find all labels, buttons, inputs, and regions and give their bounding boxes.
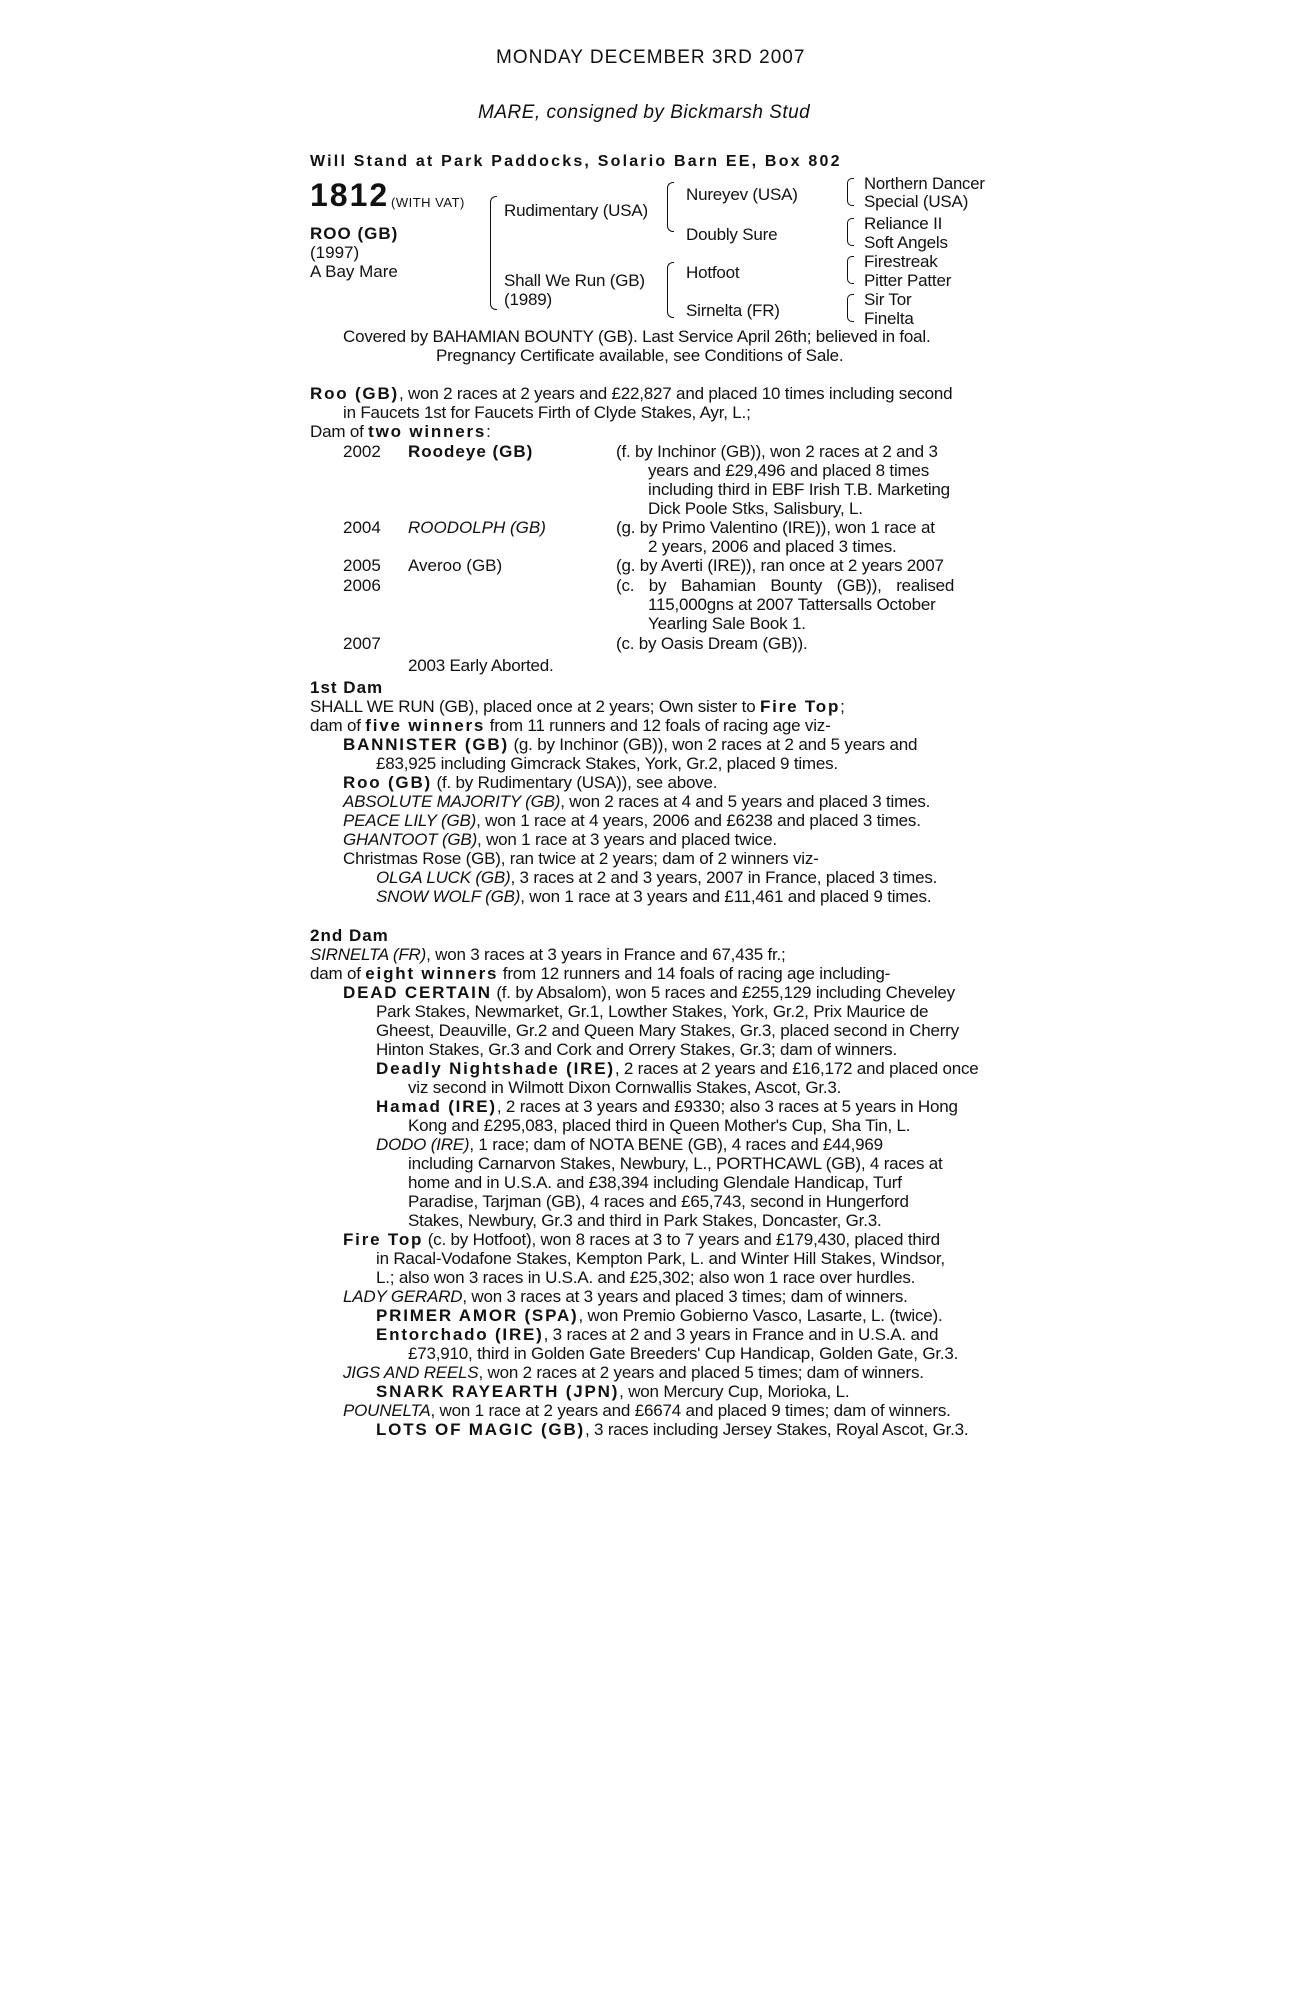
progeny-snark: [376, 1382, 849, 1401]
second-dam-heading: 2nd Dam: [310, 926, 389, 945]
first-dam-text: ;: [840, 697, 845, 716]
progeny-text: , won Mercury Cup, Morioka, L.: [619, 1382, 850, 1401]
first-dam-text: SHALL WE RUN (GB), placed once at 2 years; Own sister to: [310, 697, 760, 716]
produce-detail: years and £29,496 and placed 8 times: [648, 461, 930, 480]
progeny-hamad: [376, 1097, 958, 1116]
progeny-primer-amor: [376, 1306, 943, 1325]
progeny-text: , 2 races at 3 years and £9330; also 3 races at 5 years in Hong: [496, 1097, 958, 1116]
progeny-name: LOTS OF MAGIC (GB): [376, 1420, 585, 1439]
progeny-text: Park Stakes, Newmarket, Gr.1, Lowther Stakes, York, Gr.2, Prix Maurice de: [376, 1002, 929, 1021]
produce-detail: (f. by Inchinor (GB)), won 2 races at 2 and 3: [616, 442, 938, 461]
covered-line: Covered by BAHAMIAN BOUNTY (GB). Last Service April 26th; believed in foal.: [343, 327, 931, 346]
produce-name: ROODOLPH (GB): [408, 518, 546, 537]
progeny-name: DEAD CERTAIN: [343, 983, 492, 1002]
progeny-text: , won Premio Gobierno Vasco, Lasarte, L. (twice).: [578, 1306, 943, 1325]
progeny-text: , 3 races at 2 and 3 years in France and in U.S.A. and: [543, 1325, 939, 1344]
progeny-name: Hamad (IRE): [376, 1097, 497, 1116]
progeny-roo: [343, 773, 717, 792]
stand-location: Will Stand at Park Paddocks, Solario Barn EE, Box 802: [310, 153, 842, 170]
progeny-name: SNOW WOLF (GB): [376, 887, 521, 906]
progeny-text: (g. by Inchinor (GB)), won 2 races at 2 and 5 years and: [508, 735, 918, 754]
progeny-text: (f. by Absalom), won 5 races and £255,129 including Cheveley: [491, 983, 955, 1002]
progeny-snow: [376, 887, 931, 906]
pedigree-sire: Rudimentary (USA): [504, 201, 648, 220]
progeny-jigs: [343, 1363, 924, 1382]
progeny-name: DODO (IRE): [376, 1135, 470, 1154]
progeny-text: viz second in Wilmott Dixon Cornwallis Stakes, Ascot, Gr.3.: [408, 1078, 842, 1097]
aborted-note: 2003 Early Aborted.: [408, 656, 554, 675]
progeny-fire-top: [343, 1230, 940, 1249]
pedigree-dam-dam: Sirnelta (FR): [686, 301, 780, 320]
progeny-bannister-line2: £83,925 including Gimcrack Stakes, York, Gr.2, placed 9 times.: [376, 754, 838, 773]
pedigree-sire-sire: Nureyev (USA): [686, 185, 798, 204]
sale-date: MONDAY DECEMBER 3RD 2007: [496, 47, 806, 68]
lot-number: 1812: [310, 177, 390, 213]
dam-of-suffix: :: [486, 422, 491, 441]
produce-detail: (c. by Oasis Dream (GB)).: [616, 634, 808, 653]
progeny-lots-of-magic: [376, 1420, 968, 1439]
progeny-text: , won 1 race at 3 years and placed twice.: [477, 830, 777, 849]
progeny-text: , 2 races at 2 years and £16,172 and placed once: [614, 1059, 979, 1078]
horse-description: A Bay Mare: [310, 262, 398, 281]
progeny-olga: [376, 868, 937, 887]
vat-note: (WITH VAT): [391, 195, 465, 210]
pregnancy-note: Pregnancy Certificate available, see Conditions of Sale.: [436, 346, 844, 365]
consignor-line: MARE, consigned by Bickmarsh Stud: [478, 102, 811, 123]
produce-year: 2004: [343, 518, 381, 537]
pedigree-sds: Reliance II: [864, 214, 943, 233]
progeny-name: Fire Top: [343, 1230, 424, 1249]
progeny-name: PEACE LILY (GB): [343, 811, 477, 830]
progeny-text: home and in U.S.A. and £38,394 including Glendale Handicap, Turf: [408, 1173, 902, 1192]
produce-year: 2007: [343, 634, 381, 653]
pedigree-ddd: Finelta: [864, 309, 914, 328]
produce-detail: including third in EBF Irish T.B. Marketing: [648, 480, 950, 499]
progeny-christmas: Christmas Rose (GB), ran twice at 2 years; dam of 2 winners viz-: [343, 849, 819, 868]
progeny-lady-gerard: [343, 1287, 908, 1306]
produce-detail: Yearling Sale Book 1.: [648, 614, 806, 633]
pedigree-dam: Shall We Run (GB): [504, 271, 645, 290]
progeny-text: in Racal-Vodafone Stakes, Kempton Park, L. and Winter Hill Stakes, Windsor,: [376, 1249, 945, 1268]
progeny-name: GHANTOOT (GB): [343, 830, 478, 849]
produce-detail: Dick Poole Stks, Salisbury, L.: [648, 499, 863, 518]
pedigree-dam-year: (1989): [504, 290, 552, 309]
roo-summary-line2: in Faucets 1st for Faucets Firth of Clyde Stakes, Ayr, L.;: [343, 403, 751, 422]
pedigree-brace-4: [847, 294, 854, 322]
progeny-name: LADY GERARD: [343, 1287, 463, 1306]
pedigree-ssd: Special (USA): [864, 192, 969, 211]
progeny-deadly: [376, 1059, 979, 1078]
progeny-text: Kong and £295,083, placed third in Queen Mother's Cup, Sha Tin, L.: [408, 1116, 911, 1135]
horse-name: ROO (GB): [310, 224, 399, 243]
roo-summary-text: , won 2 races at 2 years and £22,827 and placed 10 times including second: [399, 384, 953, 403]
progeny-peace: [343, 811, 921, 830]
progeny-text: (f. by Rudimentary (USA)), see above.: [432, 773, 718, 792]
progeny-ghantoot: [343, 830, 777, 849]
progeny-text: , won 1 race at 2 years and £6674 and placed 9 times; dam of winners.: [430, 1401, 951, 1420]
produce-year: 2005: [343, 556, 381, 575]
progeny-text: Stakes, Newbury, Gr.3 and third in Park Stakes, Doncaster, Gr.3.: [408, 1211, 882, 1230]
progeny-entorchado: [376, 1325, 938, 1344]
progeny-name: BANNISTER (GB): [343, 735, 509, 754]
first-dam-sibling: Fire Top: [759, 697, 841, 716]
pedigree-sire-dam: Doubly Sure: [686, 225, 778, 244]
dam-of-count: two winners: [368, 422, 487, 441]
first-dam-line1: [310, 697, 845, 716]
progeny-text: , 3 races at 2 and 3 years, 2007 in France, placed 3 times.: [510, 868, 938, 887]
second-dam-text: from 12 runners and 14 foals of racing age including-: [498, 964, 891, 983]
produce-detail: (c. by Bahamian Bounty (GB)), realised: [616, 576, 955, 595]
second-dam-line1: [310, 945, 786, 964]
second-dam-text: , won 3 races at 3 years in France and 67,435 fr.;: [426, 945, 786, 964]
progeny-name: OLGA LUCK (GB): [376, 868, 511, 887]
progeny-text: , won 1 race at 4 years, 2006 and £6238 and placed 3 times.: [476, 811, 921, 830]
progeny-text: Paradise, Tarjman (GB), 4 races and £65,743, second in Hungerford: [408, 1192, 909, 1211]
first-dam-text: dam of: [310, 716, 366, 735]
produce-detail: 115,000gns at 2007 Tattersalls October: [648, 595, 936, 614]
progeny-text: , won 1 race at 3 years and £11,461 and placed 9 times.: [520, 887, 932, 906]
roo-name: Roo (GB): [310, 384, 399, 403]
pedigree-brace-3: [847, 256, 854, 284]
produce-year: 2006: [343, 576, 381, 595]
pedigree-dam-sire: Hotfoot: [686, 263, 740, 282]
progeny-text: L.; also won 3 races in U.S.A. and £25,302; also won 1 race over hurdles.: [376, 1268, 916, 1287]
produce-year: 2002: [343, 442, 381, 461]
progeny-text: , won 3 races at 3 years and placed 3 times; dam of winners.: [462, 1287, 908, 1306]
horse-year: (1997): [310, 243, 360, 262]
progeny-text: , 1 race; dam of NOTA BENE (GB), 4 races and £44,969: [469, 1135, 883, 1154]
second-dam-line2: [310, 964, 890, 983]
progeny-name: Deadly Nightshade (IRE): [376, 1059, 615, 1078]
progeny-name: PRIMER AMOR (SPA): [376, 1306, 579, 1325]
pedigree-sss: Northern Dancer: [864, 174, 985, 193]
pedigree-brace-dam: [667, 262, 674, 318]
progeny-name: ABSOLUTE MAJORITY (GB): [343, 792, 561, 811]
progeny-pounelta: [343, 1401, 951, 1420]
second-dam-name: SIRNELTA (FR): [310, 945, 427, 964]
pedigree-dss: Firestreak: [864, 252, 938, 271]
pedigree-dsd: Pitter Patter: [864, 271, 952, 290]
progeny-text: , 3 races including Jersey Stakes, Royal Ascot, Gr.3.: [585, 1420, 969, 1439]
first-dam-winners: five winners: [365, 716, 486, 735]
progeny-name: SNARK RAYEARTH (JPN): [376, 1382, 620, 1401]
progeny-text: , won 2 races at 2 years and placed 5 times; dam of winners.: [478, 1363, 924, 1382]
pedigree-brace-sire: [667, 182, 674, 232]
progeny-name: JIGS AND REELS: [343, 1363, 479, 1382]
pedigree-dds: Sir Tor: [864, 290, 912, 309]
progeny-text: Gheest, Deauville, Gr.2 and Queen Mary Stakes, Gr.3, placed second in Cherry: [376, 1021, 959, 1040]
produce-detail: (g. by Averti (IRE)), ran once at 2 years 2007: [616, 556, 944, 575]
progeny-name: POUNELTA: [343, 1401, 431, 1420]
progeny-name: Entorchado (IRE): [376, 1325, 544, 1344]
progeny-bannister: [343, 735, 917, 754]
first-dam-line2: [310, 716, 831, 735]
progeny-text: Hinton Stakes, Gr.3 and Cork and Orrery Stakes, Gr.3; dam of winners.: [376, 1040, 897, 1059]
progeny-text: , won 2 races at 4 and 5 years and placed 3 times.: [560, 792, 931, 811]
produce-detail: 2 years, 2006 and placed 3 times.: [648, 537, 897, 556]
pedigree-brace-1: [847, 178, 854, 206]
progeny-dodo: [376, 1135, 883, 1154]
progeny-text: including Carnarvon Stakes, Newbury, L., PORTHCAWL (GB), 4 races at: [408, 1154, 943, 1173]
first-dam-text: from 11 runners and 12 foals of racing age viz-: [485, 716, 831, 735]
produce-detail: (g. by Primo Valentino (IRE)), won 1 race at: [616, 518, 935, 537]
dam-of-prefix: Dam of: [310, 422, 369, 441]
pedigree-brace-2: [847, 218, 854, 246]
progeny-text: (c. by Hotfoot), won 8 races at 3 to 7 years and £179,430, placed third: [423, 1230, 940, 1249]
second-dam-text: dam of: [310, 964, 366, 983]
second-dam-winners: eight winners: [365, 964, 499, 983]
progeny-text: £73,910, third in Golden Gate Breeders' Cup Handicap, Golden Gate, Gr.3.: [408, 1344, 959, 1363]
progeny-absolute: [343, 792, 930, 811]
produce-name: Averoo (GB): [408, 556, 503, 575]
produce-name: Roodeye (GB): [408, 442, 534, 461]
progeny-dead-certain: [343, 983, 955, 1002]
pedigree-brace-main: [490, 196, 497, 310]
pedigree-sdd: Soft Angels: [864, 233, 948, 252]
roo-summary-line1: [310, 384, 952, 403]
first-dam-heading: 1st Dam: [310, 678, 384, 697]
progeny-name: Roo (GB): [343, 773, 432, 792]
roo-dam-of: [310, 422, 491, 441]
